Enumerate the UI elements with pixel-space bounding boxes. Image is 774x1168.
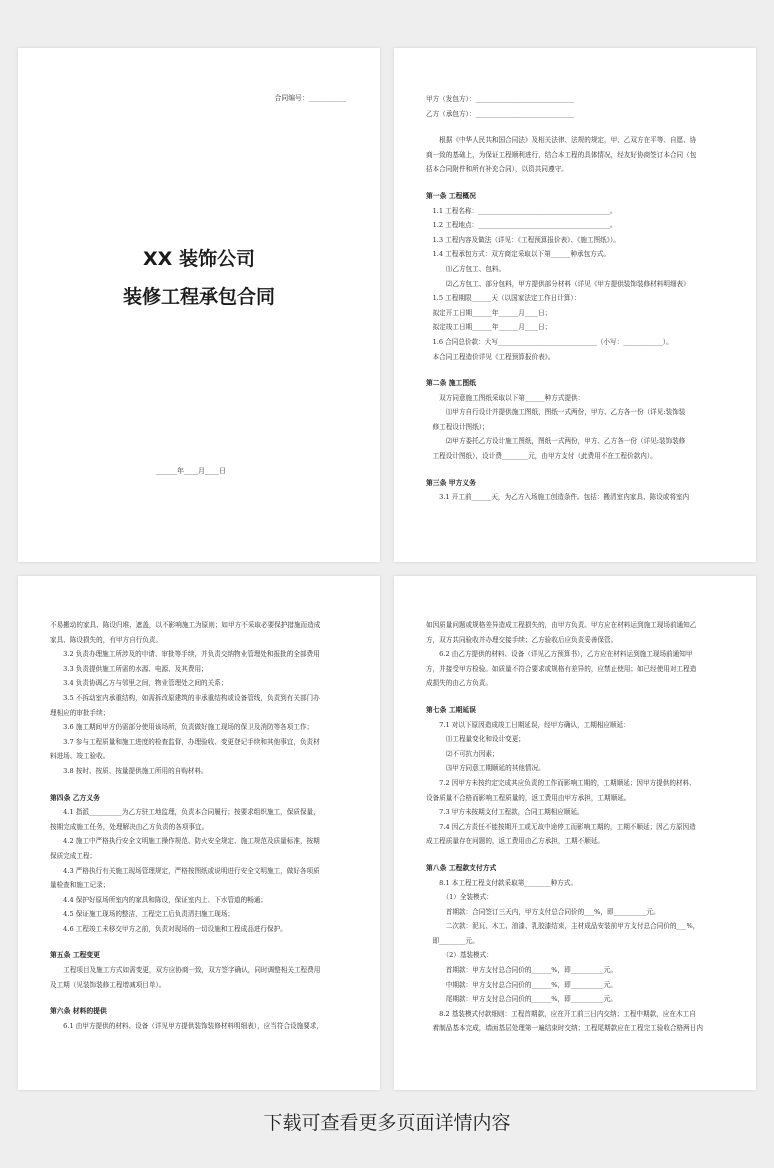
text-line: 1.3 工程内容及做法（详见：《工程预算报价表》、《施工图纸》）。 [426, 235, 620, 244]
section-heading: 第八条 工程款支付方式 [426, 863, 497, 872]
paragraph-gap [426, 121, 728, 133]
page-3-body [50, 618, 352, 1033]
text-line: ⑵不可抗力因素； [426, 749, 499, 758]
text-line: 8.2 基装模式付款细则：工程首期款，应在开工前三日内交纳；工程中期款，应在木工自 [426, 1009, 696, 1018]
paragraph-gap [50, 992, 352, 1004]
text-line: 7.4 因乙方责任不能按期开工或无故中途停工而影响工期的，工期不顺延；因乙方原因造 [426, 822, 696, 831]
text-line: 设备质量不合格而影响工程质量的，返工费用由甲方承担，工期顺延。 [426, 793, 631, 802]
text-line: 成工程质量存在问题的，返工费用由乙方承担，工期不顺延。 [426, 837, 605, 846]
section-heading: 第一条 工程概况 [426, 191, 476, 200]
text-line: 4.1 指派__________为乙方驻工地监理，负责本合同履行；按要求组织施工，保质保量， [50, 808, 320, 817]
text-line: 尾期款：甲方支付总合同价的______%，即__________元。 [426, 995, 617, 1004]
text-line: 保质完成工程； [50, 851, 97, 860]
text-line: 双方同意施工图纸采取以下第______种方式提供： [426, 393, 585, 402]
paragraph-gap [50, 779, 352, 791]
paragraph-gap [426, 691, 728, 703]
text-line: ⑴乙方包工、包料。 [426, 264, 506, 273]
text-line: 3.1 开工前______天，为乙方入场施工创造条件。包括：搬清室内家具、陈设或将室内 [426, 493, 690, 502]
text-line: 1.1 工程名称：________________________________________。 [426, 206, 617, 215]
text-line: 3.3 负责提供施工所需的水源、电源、及其费用； [50, 664, 208, 673]
text-line: 括本合同附件和所有补充合同），以资共同遵守。 [426, 165, 568, 174]
paragraph-gap [426, 177, 728, 189]
page-2-body [426, 92, 728, 505]
text-line: 乙方（承包方）：______________________________ [426, 109, 575, 118]
text-line: ⑴工程量变化和设计变更； [426, 735, 525, 744]
text-line: 4.5 保证施工现场的整洁，工程完工后负责清扫施工现场； [50, 910, 235, 919]
text-line: 不易搬动的家具、陈设归堆、遮盖，以不影响施工为原则；如甲方不采取必要保护措施而造成 [50, 621, 321, 629]
text-line: 方，双方共同验收并办理交接手续；乙方验收后应负责妥善保管。 [426, 635, 618, 644]
paragraph-gap [426, 364, 728, 376]
section-heading: 第三条 甲方义务 [426, 478, 476, 487]
text-line: 3.5 不拆动室内承重结构，如需拆改原建筑的非承重结构或设备管线，负责到有关部门办 [50, 693, 320, 702]
text-line: 首期款：合同签订三天内，甲方支付总合同价的___%，即__________元。 [426, 907, 660, 916]
text-line: 4.6 工程竣工未移交甲方之前，负责对现场的一切设施和工程成品进行保护。 [50, 924, 287, 933]
text-line: 及工期（见装饰装修工程增减项目单）。 [50, 980, 166, 989]
text-line: 成损失的由乙方负责。 [426, 679, 492, 688]
contract-number: 合同编号：___________ [274, 94, 346, 102]
section-heading: 第四条 乙方义务 [50, 793, 100, 802]
download-prompt: 下载可查看更多页面详情内容 [263, 1112, 511, 1134]
document-page-cover [18, 48, 380, 562]
text-line: 4.2 施工中严格执行安全文明施工操作规范、防火安全规定、施工规范及质量标准，按期 [50, 837, 320, 846]
text-line: 根据《中华人民共和国合同法》及相关法律、法规的规定，甲、乙双方在平等、自愿、协 [426, 136, 697, 145]
text-line: 1.6 合同总价款：大写______________________________（小写：____________）。 [426, 337, 673, 346]
text-line: 4.3 严格执行有关施工现场管理规定，严格按图纸或说明进行安全文明施工，做好各项质 [50, 866, 320, 875]
section-heading: 第七条 工期延误 [426, 705, 476, 714]
text-line: 7.3 甲方未按期支付工程款，合同工期相应顺延。 [426, 808, 584, 817]
text-line: 家具、陈设损失的，有甲方自行负责。 [50, 635, 163, 644]
document-page-3 [18, 576, 380, 1090]
text-line: 本合同工程造价详见《工程预算报价表》。 [426, 352, 555, 361]
text-line: 1.2 工程地点：________________________________________。 [426, 221, 617, 230]
text-line: 修工程设计图纸）； [426, 422, 489, 431]
text-line: 3.6 施工期间甲方仍需部分使用该场所，负责做好施工现场的保卫及消防等各项工作； [50, 723, 314, 732]
text-line: 理相应的审批手续； [50, 708, 110, 717]
text-line: 中期款：甲方支付总合同价的______%，即__________元。 [426, 980, 617, 989]
text-line: 方，并接受甲方检验。如质量不符合要求或规格有差异的，应禁止使用；如已经使用对工程造 [426, 664, 697, 673]
text-line: 二次款：泥瓦、木工、油漆、乳胶漆结束，主材成品安装前甲方支付总合同价的___%， [426, 922, 700, 931]
text-line: 4.4 保护好原场所室内的家具和陈设，保证室内上、下水管道的畅通； [50, 895, 267, 904]
text-line: 3.4 负责协调乙方与邻里之间，物业管理处之间的关系； [50, 679, 228, 688]
text-line: ⑶甲方同意工期顺延的其他情况。 [426, 764, 545, 773]
text-line: 拟定开工日期______年______月____日； [426, 308, 552, 317]
text-line: 商一致的基础上，为保证工程顺利进行，结合本工程的具体情况，经友好协商签订本合同（包 [426, 150, 697, 159]
document-page-4 [394, 576, 756, 1090]
text-line: ⑴甲方自行设计并提供施工图纸，图纸一式两份，甲方、乙方各一份（详见:装饰装 [426, 408, 686, 417]
paragraph-gap [50, 936, 352, 948]
signing-date: ______年____月____日 [156, 467, 226, 475]
text-line: 按期完成施工任务，处理解决由乙方负责的各项事宜。 [50, 822, 209, 831]
text-line: 7.1 对以下原因造成竣工日期延误，经甲方确认，工期相应顺延： [426, 720, 630, 729]
text-line: ⑵乙方包工、部分包料，甲方提供部分材料（详见《甲方提供装饰装修材料明细表》 [426, 279, 690, 288]
text-line: 7.2 因甲方未按约定完成其应负责的工作而影响工期的，工期顺延；因甲方提供的材料、 [426, 778, 696, 787]
text-line: 6.1 由甲方提供的材料、设备（详见甲方提供装饰装修材料明细表），应当符合设施要求， [50, 1021, 324, 1030]
text-line: 料进场、竣工验收。 [50, 752, 110, 761]
text-line: 即________元。 [426, 936, 479, 945]
text-line: ⑵甲方委托乙方设计施工图纸，图纸一式两份，甲方、乙方各一份（详见:装饰装修 [426, 437, 686, 446]
section-heading: 第二条 施工图纸 [426, 379, 476, 388]
document-page-2 [394, 48, 756, 562]
text-line: 首期款：甲方支付总合同价的______%，即__________元。 [426, 966, 617, 975]
text-line: （1）全装模式： [426, 893, 493, 902]
text-line: 工程设计图纸），设计费________元，由甲方支付（此费用不在工程价款内）。 [426, 452, 657, 461]
text-line: 甲方（发包方）：______________________________ [426, 95, 575, 103]
text-line: 1.4 工程承包方式：双方商定采取以下第______种承包方式。 [426, 250, 611, 259]
text-line: 着制品基本完成，墙面基层处理第一遍结束时交纳；工程尾期款应在工程完工验收合格两日内 [426, 1024, 703, 1033]
page-4-body [426, 618, 728, 1036]
text-line: 3.8 按时、按质、按量提供施工所用的自购材料。 [50, 766, 208, 775]
paragraph-gap [426, 464, 728, 476]
company-name: XX 装饰公司 [143, 248, 255, 270]
text-line: 3.2 负责办理施工所涉及的申请、审批等手续，并负责交纳物业管理处和报批的全部费用 [50, 650, 320, 659]
text-line: 8.1 本工程工程支付款采取第________种方式。 [426, 878, 578, 887]
text-line: 如因质量问题或规格差异造成工程损失的，由甲方负责。甲方应在材料运到施工现场前通知乙 [426, 621, 697, 629]
paragraph-gap [426, 849, 728, 861]
text-line: 量检查和施工记录； [50, 881, 110, 890]
section-heading: 第六条 材料的提供 [50, 1007, 107, 1016]
text-line: 6.2 由乙方提供的材料、设备（详见乙方预算书），乙方应在材料运到施工现场前通知甲 [426, 650, 693, 659]
text-line: 1.5 工程期限______天（以国家法定工作日计算）： [426, 294, 581, 303]
text-line: 拟定竣工日期______年______月____日； [426, 323, 552, 332]
text-line: （2）基装模式： [426, 951, 493, 960]
document-title: 装修工程承包合同 [122, 286, 275, 308]
text-line: 3.7 参与工程质量和施工进度的检查监督，办理验收、变更登记手续和其他事宜，负责材 [50, 737, 320, 746]
section-heading: 第五条 工程变更 [50, 951, 100, 960]
text-line: 工程项目及施工方式如需变更，双方应协商一致，双方签字确认，同时调整相关工程费用 [50, 966, 321, 975]
